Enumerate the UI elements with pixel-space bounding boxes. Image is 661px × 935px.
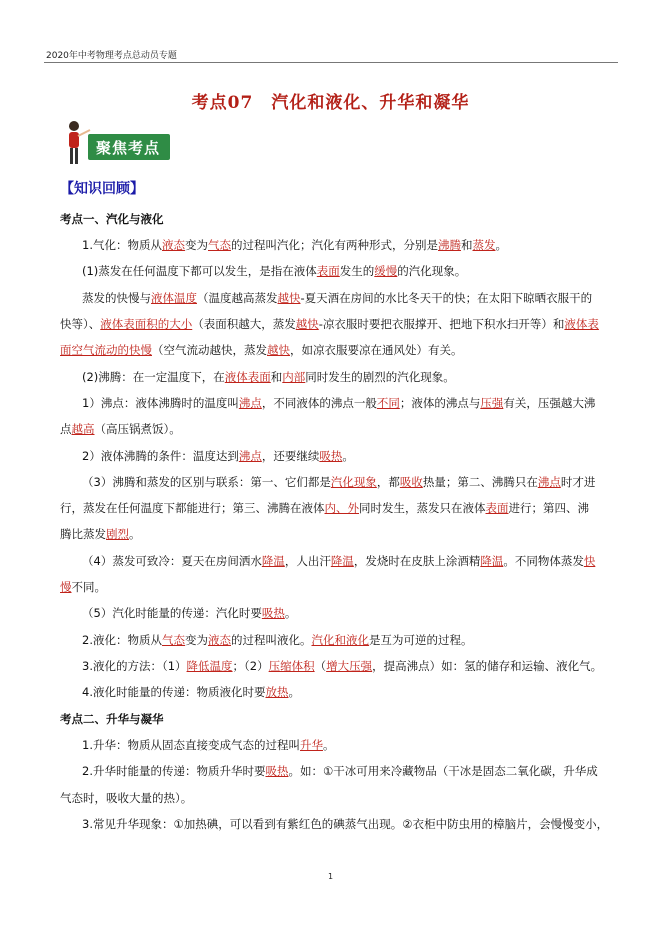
text-line: 3.常见升华现象：①加热碘，可以看到有紫红色的碘蒸气出现。②衣柜中防虫用的樟脑片，会慢慢变小， [82, 817, 609, 831]
text-line: 点越高（高压锅煮饭）。 [60, 422, 181, 436]
text-line: 4.液化时能量的传递：物质液化时要放热。 [82, 685, 300, 699]
section-heading-1: 考点一、汽化与液化 [60, 212, 164, 226]
knowledge-review-heading: 【知识回顾】 [60, 181, 144, 197]
section-heading-2: 考点二、升华与凝华 [60, 712, 164, 726]
text-line: 3.液化的方法：（1）降低温度；（2）压缩体积（增大压强，提高沸点）如：氢的储存和运输、液化气。 [82, 659, 603, 673]
text-line: （5）汽化时能量的传递：汽化时要吸热。 [82, 606, 297, 620]
text-line: (2)沸腾：在一定温度下，在液体表面和内部同时发生的剧烈的汽化现象。 [82, 370, 455, 384]
text-line: 1.升华：物质从固态直接变成气态的过程叫升华。 [82, 738, 335, 752]
text-line: 1.气化：物质从液态变为气态的过程叫汽化；汽化有两种形式，分别是沸腾和蒸发。 [82, 238, 507, 252]
text-line: （3）沸腾和蒸发的区别与联系：第一、它们都是汽化现象，都吸收热量；第二、沸腾只在沸点时才进 [82, 475, 596, 489]
text-line: 2.升华时能量的传递：物质升华时要吸热。如：①干冰可用来冷藏物品（干冰是固态二氧化碳，升华成 [82, 764, 598, 778]
text-line: （4）蒸发可致冷：夏天在房间洒水降温，人出汗降温，发烧时在皮肤上涂酒精降温。不同物体蒸发快 [82, 554, 596, 568]
text-line: 蒸发的快慢与液体温度（温度越高蒸发越快-夏天酒在房间的水比冬天干的快；在太阳下晾晒衣服干的 [82, 291, 593, 305]
badge-label: 聚焦考点 [96, 139, 161, 157]
header-divider [44, 62, 618, 63]
text-line: 1）沸点：液体沸腾时的温度叫沸点，不同液体的沸点一般不同；液体的沸点与压强有关，压强越大沸 [82, 396, 596, 410]
text-line: 慢不同。 [60, 580, 106, 594]
text-line: 2.液化：物质从气态变为液态的过程叫液化。汽化和液化是互为可逆的过程。 [82, 633, 473, 647]
text-line: 腾比蒸发剧烈。 [60, 527, 141, 541]
page-header: 2020年中考物理考点总动员专题 [46, 51, 177, 61]
text-line: 气态时，吸收大量的热）。 [60, 791, 193, 805]
text-line: 行，蒸发在任何温度下都能进行；第三、沸腾在液体内、外同时发生，蒸发只在液体表面进行；第四、沸 [60, 501, 589, 515]
text-line: 面空气流动的快慢（空气流动越快，蒸发越快，如凉衣服要凉在通风处）有关。 [60, 343, 463, 357]
text-line: (1)蒸发在任何温度下都可以发生，是指在液体表面发生的缓慢的汽化现象。 [82, 264, 467, 278]
page-title: 考点07 汽化和液化、升华和凝华 [191, 93, 470, 113]
text-line: 快等）、液体表面积的大小（表面积越大，蒸发越快-凉衣服时要把衣服撑开、把地下积水扫开等）和液体表 [60, 317, 599, 331]
focus-badge [60, 118, 172, 168]
page-number: 1 [327, 872, 334, 881]
text-line: 2）液体沸腾的条件：温度达到沸点，还要继续吸热。 [82, 449, 354, 463]
